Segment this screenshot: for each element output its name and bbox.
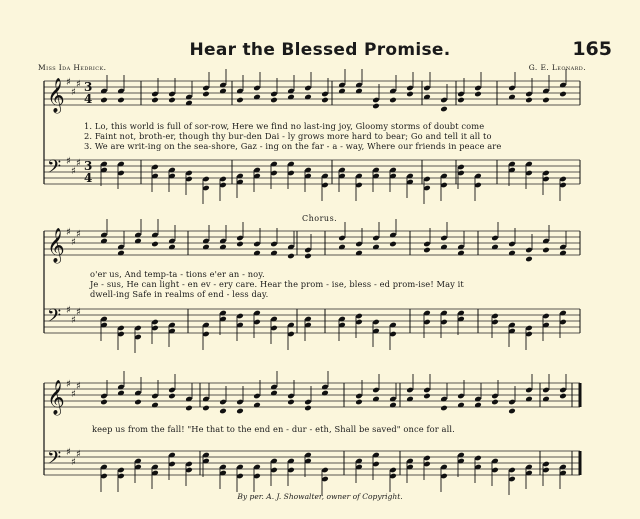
sharp-sign: ♯	[76, 449, 81, 460]
notehead	[321, 97, 329, 104]
notehead	[236, 241, 244, 248]
sharp-sign: ♯	[76, 158, 81, 169]
notehead	[508, 408, 516, 415]
treble-clef: 𝄞	[47, 78, 65, 113]
notehead	[559, 393, 567, 400]
sharp-sign: ♯	[66, 379, 71, 390]
time-signature: 4	[84, 92, 93, 106]
time-signature: 3	[84, 80, 93, 94]
notehead	[168, 97, 176, 104]
chorus-lyric-line: keep us from the fall! "He that to the end en - dur - eth, Shall be saved" once for all.	[92, 424, 455, 434]
notehead	[542, 97, 550, 104]
sharp-sign: ♯	[66, 447, 71, 458]
notehead	[491, 399, 499, 406]
notehead	[219, 408, 227, 415]
notehead	[304, 253, 312, 260]
bass-clef: 𝄢	[47, 448, 62, 473]
notehead	[287, 253, 295, 260]
sharp-sign: ♯	[76, 307, 81, 318]
composer-credit: G. E. Leonard.	[528, 63, 586, 72]
notehead	[134, 399, 142, 406]
time-signature: 3	[84, 159, 93, 173]
verse-3-line-2: dwell-ing Safe in realms of end - less day.	[90, 289, 269, 299]
notehead	[185, 405, 193, 412]
sharp-sign: ♯	[66, 305, 71, 316]
sharp-sign: ♯	[76, 79, 81, 90]
notehead	[474, 91, 482, 98]
sharp-sign: ♯	[66, 77, 71, 88]
notehead	[100, 399, 108, 406]
notehead	[202, 405, 210, 412]
notehead	[389, 97, 397, 104]
verse-1-line-1: 1. Lo, this world is full of sor-row, Here we find no last-ing joy, Gloomy storms of doubt come	[84, 121, 485, 131]
sharp-sign: ♯	[66, 227, 71, 238]
notehead	[372, 103, 380, 110]
notehead	[304, 405, 312, 412]
time-signature: 4	[84, 171, 93, 185]
verse-2-line-2: Je - sus, He can light - en ev - ery care. Hear the prom - ise, bless - ed prom-ise! May it	[90, 279, 464, 289]
notehead	[559, 91, 567, 98]
bass-clef: 𝄢	[47, 157, 62, 182]
notehead	[287, 399, 295, 406]
notehead	[389, 241, 397, 248]
notehead	[406, 91, 414, 98]
sharp-sign: ♯	[71, 457, 76, 468]
notehead	[100, 97, 108, 104]
notehead	[151, 97, 159, 104]
lyricist-credit: Miss Ida Hedrick.	[38, 63, 107, 72]
notehead	[542, 247, 550, 254]
sharp-sign: ♯	[66, 156, 71, 167]
hymn-title: Hear the Blessed Promise.	[189, 40, 451, 60]
verse-2-line-1: 2. Faint not, broth-er, though thy bur-den Dai - ly grows more hard to bear; Go and tell it all to	[84, 131, 492, 141]
sharp-sign: ♯	[76, 381, 81, 392]
notehead	[236, 97, 244, 104]
chorus-label: Chorus.	[302, 214, 338, 223]
notehead	[440, 106, 448, 113]
sharp-sign: ♯	[71, 389, 76, 400]
notehead	[457, 97, 465, 104]
sharp-sign: ♯	[71, 237, 76, 248]
notehead	[440, 405, 448, 412]
sharp-sign: ♯	[71, 315, 76, 326]
notehead	[236, 408, 244, 415]
treble-clef: 𝄞	[47, 228, 65, 263]
notehead	[525, 97, 533, 104]
treble-clef: 𝄞	[47, 380, 65, 415]
notehead	[168, 393, 176, 400]
notehead	[355, 399, 363, 406]
notehead	[202, 91, 210, 98]
notehead	[117, 97, 125, 104]
notehead	[423, 393, 431, 400]
bass-clef: 𝄢	[47, 306, 62, 331]
notehead	[423, 247, 431, 254]
notehead	[525, 256, 533, 263]
sharp-sign: ♯	[76, 229, 81, 240]
notehead	[151, 241, 159, 248]
copyright-footer: By per. A. J. Showalter, owner of Copyright.	[237, 492, 403, 501]
verse-1-line-2: o'er us, And temp-ta - tions e'er an - noy.	[90, 269, 265, 279]
verse-3-line-1: 3. We are writ-ing on the sea-shore, Gaz - ing on the far - a - way, Where our friends in peace are	[84, 141, 502, 151]
sharp-sign: ♯	[71, 166, 76, 177]
sharp-sign: ♯	[71, 87, 76, 98]
hymn-number: 165	[572, 38, 612, 60]
notehead	[270, 97, 278, 104]
